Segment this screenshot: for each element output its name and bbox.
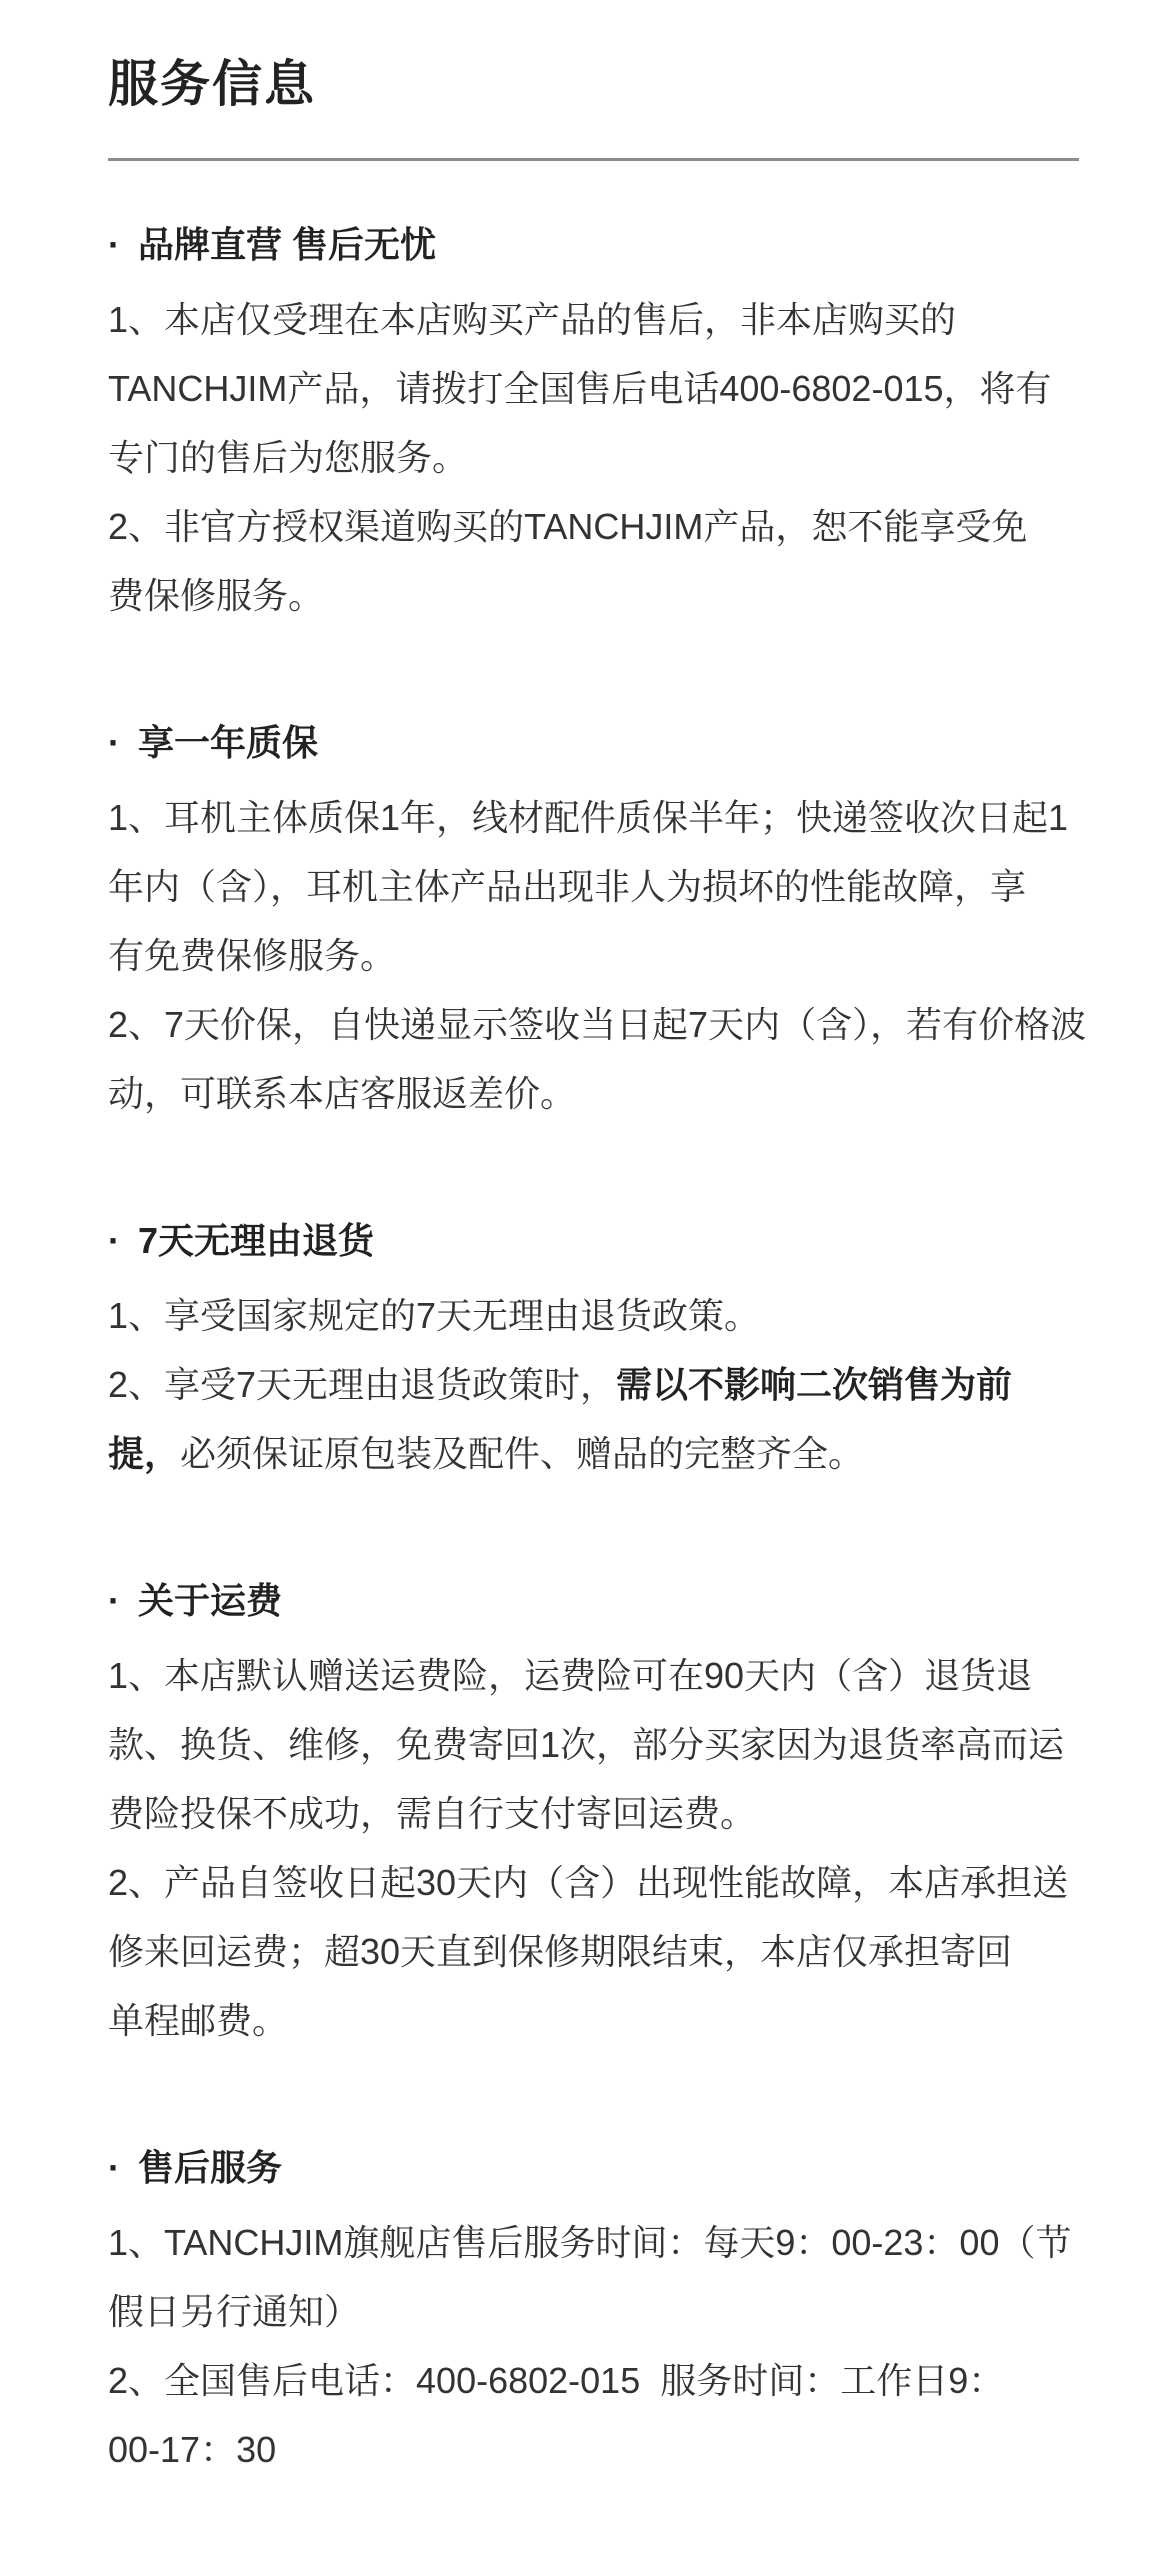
section-title: 关于运费 xyxy=(138,1580,283,1621)
text-line: 2、产品自签收日起30天内（含）出现性能故障，本店承担送 xyxy=(108,1862,1069,1903)
text-line: 1、本店默认赠送运费险，运费险可在90天内（含）退货退 xyxy=(108,1655,1033,1696)
section-bullet-dot: · xyxy=(108,1580,120,1621)
section-bullet-dot: · xyxy=(108,224,120,265)
text-run: 必须保证原包装及配件、赠品的完整齐全。 xyxy=(180,1433,865,1474)
text-line: 2、非官方授权渠道购买的TANCHJIM产品，恕不能享受免 xyxy=(108,506,1028,547)
section-title: 品牌直营 售后无忧 xyxy=(138,224,437,265)
section xyxy=(108,708,1087,1128)
section-title: 享一年质保 xyxy=(138,722,319,763)
text-line xyxy=(108,1350,1079,1419)
section-heading xyxy=(108,1566,1079,1635)
section-bullet-dot: · xyxy=(108,722,120,763)
text-run: 2、享受7天无理由退货政策时， xyxy=(108,1364,617,1405)
text-line: 动，可联系本店客服返差价。 xyxy=(108,1073,577,1114)
page-title: 服务信息 xyxy=(108,56,316,112)
section-title: 售后服务 xyxy=(138,2147,283,2188)
text-line: 款、换货、维修，免费寄回1次，部分买家因为退货率高而运 xyxy=(108,1724,1065,1765)
text-line: 专门的售后为您服务。 xyxy=(108,437,469,478)
text-line: 1、耳机主体质保1年，线材配件质保半年；快递签收次日起1 xyxy=(108,797,1069,838)
section-title: 7天无理由退货 xyxy=(138,1220,375,1261)
section-bullet-dot: · xyxy=(108,2147,120,2188)
text-line: 修来回运费；超30天直到保修期限结束，本店仅承担寄回 xyxy=(108,1931,1013,1972)
text-line: 2、7天价保，自快递显示签收当日起7天内（含），若有价格波 xyxy=(108,1004,1087,1045)
section xyxy=(108,2133,1079,2484)
section-heading xyxy=(108,1206,1079,1275)
text-line: 1、本店仅受理在本店购买产品的售后，非本店购买的 xyxy=(108,299,957,340)
text-run: 需以不影响二次销售为前 xyxy=(616,1364,1013,1405)
section-bullet-dot: · xyxy=(108,1220,120,1261)
title-divider xyxy=(108,158,1079,161)
text-line: 00-17：30 xyxy=(108,2429,277,2470)
text-line: 年内（含），耳机主体产品出现非人为损坏的性能故障，享 xyxy=(108,866,1027,907)
section-heading xyxy=(108,210,1079,279)
text-line: 假日另行通知） xyxy=(108,2291,361,2332)
section xyxy=(108,210,1079,630)
text-line: 费险投保不成功，需自行支付寄回运费。 xyxy=(108,1793,757,1834)
section-heading xyxy=(108,2133,1079,2202)
section xyxy=(108,1566,1079,2055)
section xyxy=(108,1206,1079,1488)
sections xyxy=(108,210,1087,2484)
text-line: 费保修服务。 xyxy=(108,575,325,616)
text-line: 2、全国售后电话：400-6802-015 服务时间：工作日9： xyxy=(108,2360,1005,2401)
text-line xyxy=(108,1419,1079,1488)
section-heading xyxy=(108,708,1079,777)
text-line: 1、TANCHJIM旗舰店售后服务时间：每天9：00-23：00（节 xyxy=(108,2222,1072,2263)
text-run: 提， xyxy=(108,1433,181,1474)
text-line: 单程邮费。 xyxy=(108,2000,289,2041)
text-line: 有免费保修服务。 xyxy=(108,935,397,976)
text-line: TANCHJIM产品，请拨打全国售后电话400-6802-015，将有 xyxy=(108,368,1052,409)
text-line: 1、享受国家规定的7天无理由退货政策。 xyxy=(108,1295,761,1336)
